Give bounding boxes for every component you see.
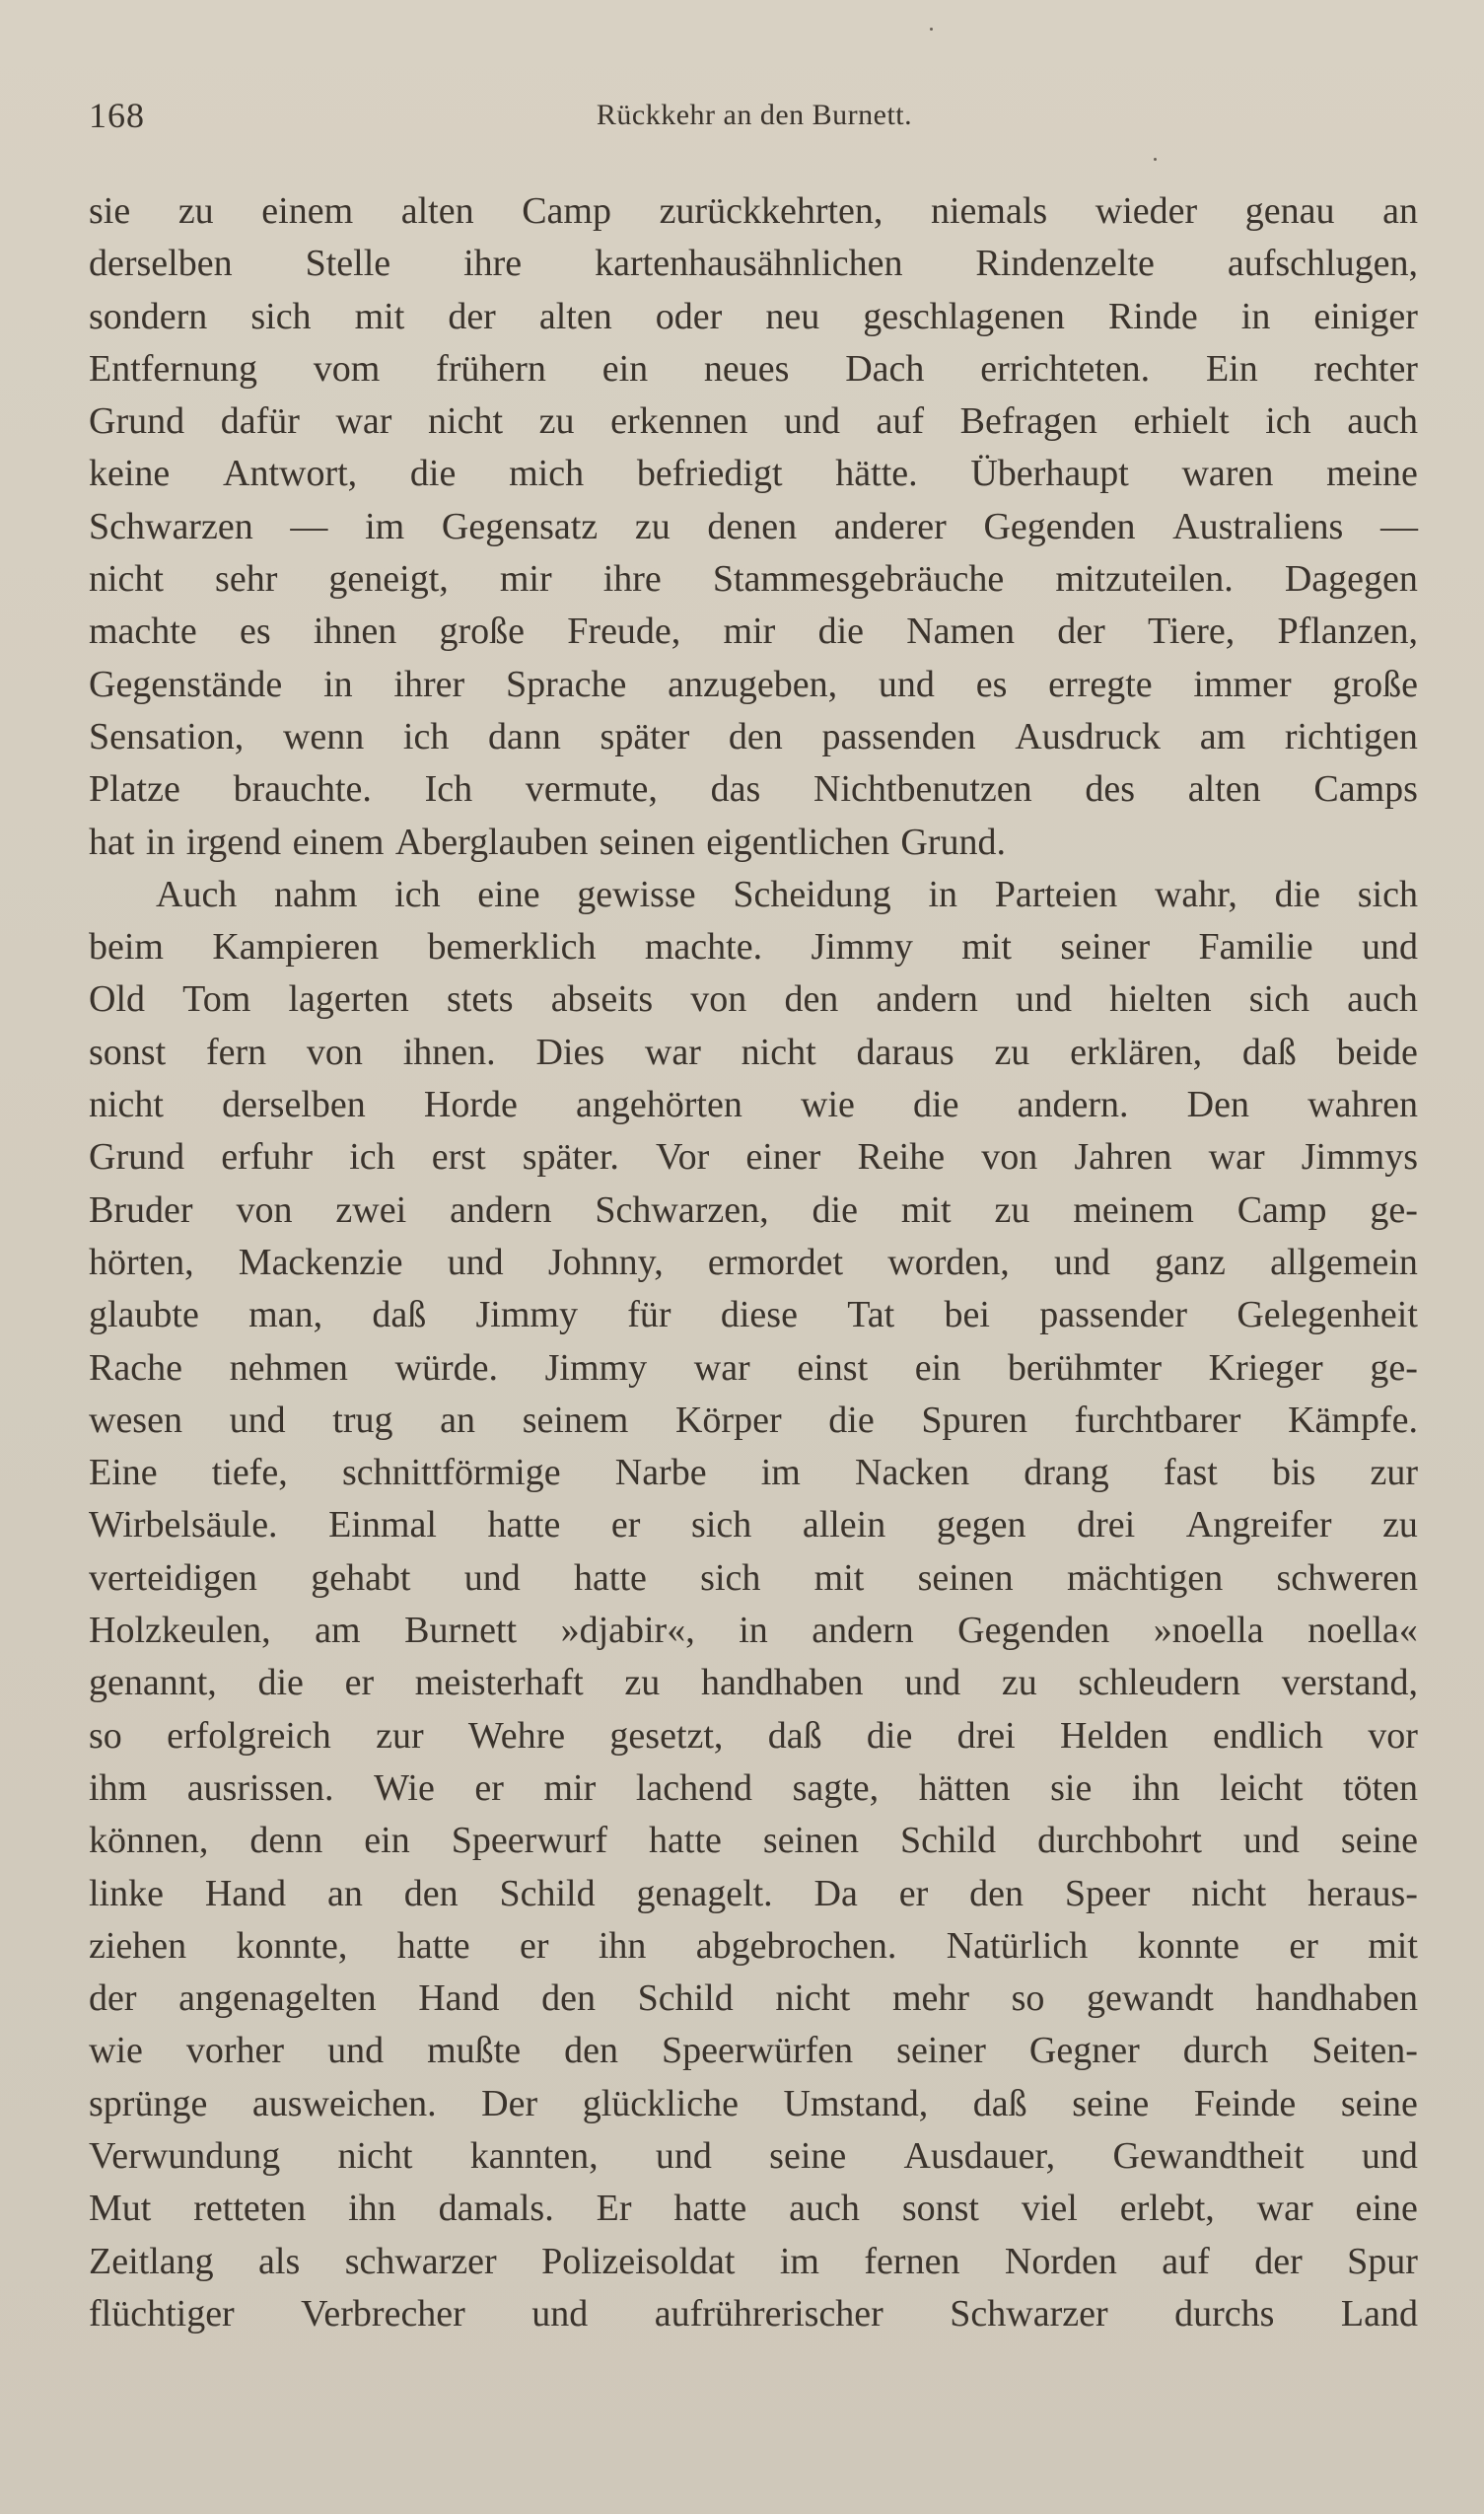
paragraph — [89, 869, 1418, 2340]
text-line: Zeitlang als schwarzer Polizeisoldat im fernen Norden auf der Spur — [89, 2240, 1418, 2282]
text-line: Entfernung vom frühern ein neues Dach errichteten. Ein rechter — [89, 347, 1418, 390]
text-line: sonst fern von ihnen. Dies war nicht daraus zu erklären, daß beide — [89, 1031, 1418, 1073]
paper-speck — [1154, 158, 1157, 161]
text-line: verteidigen gehabt und hatte sich mit seinen mächtigen schweren — [89, 1556, 1418, 1599]
text-line: Auch nahm ich eine gewisse Scheidung in Parteien wahr, die sich — [156, 873, 1418, 915]
paragraph — [89, 185, 1418, 869]
text-line: nicht sehr geneigt, mir ihre Stammesgebräuche mitzuteilen. Dagegen — [89, 558, 1418, 601]
text-line: Mut retteten ihn damals. Er hatte auch sonst viel erlebt, war eine — [89, 2188, 1418, 2230]
text-line: derselben Stelle ihre kartenhausähnlichen Rindenzelte aufschlugen, — [89, 243, 1418, 285]
text-line: linke Hand an den Schild genagelt. Da er den Speer nicht heraus- — [89, 1872, 1418, 1914]
text-line: keine Antwort, die mich befriedigt hätte. Überhaupt waren meine — [89, 453, 1418, 495]
text-line: Wirbelsäule. Einmal hatte er sich allein gegen drei Angreifer zu — [89, 1504, 1418, 1546]
text-line: Verwundung nicht kannten, und seine Ausdauer, Gewandtheit und — [89, 2134, 1418, 2177]
text-line: flüchtiger Verbrecher und aufrührerischer Schwarzer durchs Land — [89, 2292, 1418, 2334]
text-line: so erfolgreich zur Wehre gesetzt, daß die drei Helden endlich vor — [89, 1714, 1418, 1757]
text-line: Platze brauchte. Ich vermute, das Nichtbenutzen des alten Camps — [89, 768, 1418, 811]
text-line: sondern sich mit der alten oder neu geschlagenen Rinde in einiger — [89, 295, 1418, 337]
text-line: Holzkeulen, am Burnett »djabir«, in andern Gegenden »noella noella« — [89, 1610, 1418, 1652]
text-line: wesen und trug an seinem Körper die Spuren furchtbarer Kämpfe. — [89, 1399, 1418, 1441]
text-line: der angenagelten Hand den Schild nicht mehr so gewandt handhaben — [89, 1977, 1418, 2020]
text-line: glaubte man, daß Jimmy für diese Tat bei passender Gelegenheit — [89, 1294, 1418, 1336]
text-line: wie vorher und mußte den Speerwürfen seiner Gegner durch Seiten- — [89, 2030, 1418, 2072]
text-line: Sensation, wenn ich dann später den passenden Ausdruck am richtigen — [89, 715, 1418, 757]
text-line: sprünge ausweichen. Der glückliche Umstand, daß seine Feinde seine — [89, 2082, 1418, 2124]
text-line: ziehen konnte, hatte er ihn abgebrochen. Natürlich konnte er mit — [89, 1924, 1418, 1967]
text-line: machte es ihnen große Freude, mir die Namen der Tiere, Pflanzen, — [89, 611, 1418, 653]
text-line: nicht derselben Horde angehörten wie die andern. Den wahren — [89, 1084, 1418, 1126]
text-line: hat in irgend einem Aberglauben seinen eigentlichen Grund. — [89, 821, 1006, 863]
text-line: Gegenstände in ihrer Sprache anzugeben, und es erregte immer große — [89, 663, 1418, 705]
text-line: Old Tom lagerten stets abseits von den andern und hielten sich auch — [89, 978, 1418, 1021]
text-line: ihm ausrissen. Wie er mir lachend sagte, hätten sie ihn leicht töten — [89, 1766, 1418, 1809]
text-line: Schwarzen — im Gegensatz zu denen anderer Gegenden Australiens — — [89, 505, 1418, 547]
page-number: 168 — [89, 96, 145, 135]
paper-speck — [930, 28, 933, 31]
text-line: beim Kampieren bemerklich machte. Jimmy mit seiner Familie und — [89, 926, 1418, 969]
text-line: Rache nehmen würde. Jimmy war einst ein berühmter Krieger ge- — [89, 1346, 1418, 1389]
text-line: sie zu einem alten Camp zurückkehrten, niemals wieder genau an — [89, 190, 1418, 232]
body-text — [89, 185, 1418, 2340]
page-header — [89, 95, 1420, 144]
text-line: genannt, die er meisterhaft zu handhaben und zu schleudern verstand, — [89, 1662, 1418, 1704]
text-line: Grund erfuhr ich erst später. Vor einer Reihe von Jahren war Jimmys — [89, 1136, 1418, 1179]
running-head: Rückkehr an den Burnett. — [596, 99, 913, 131]
text-line: hörten, Mackenzie und Johnny, ermordet worden, und ganz allgemein — [89, 1241, 1418, 1283]
text-line: Eine tiefe, schnittförmige Narbe im Nacken drang fast bis zur — [89, 1452, 1418, 1494]
text-line: Bruder von zwei andern Schwarzen, die mit zu meinem Camp ge- — [89, 1188, 1418, 1231]
text-line: können, denn ein Speerwurf hatte seinen Schild durchbohrt und seine — [89, 1820, 1418, 1862]
text-line: Grund dafür war nicht zu erkennen und auf Befragen erhielt ich auch — [89, 400, 1418, 443]
